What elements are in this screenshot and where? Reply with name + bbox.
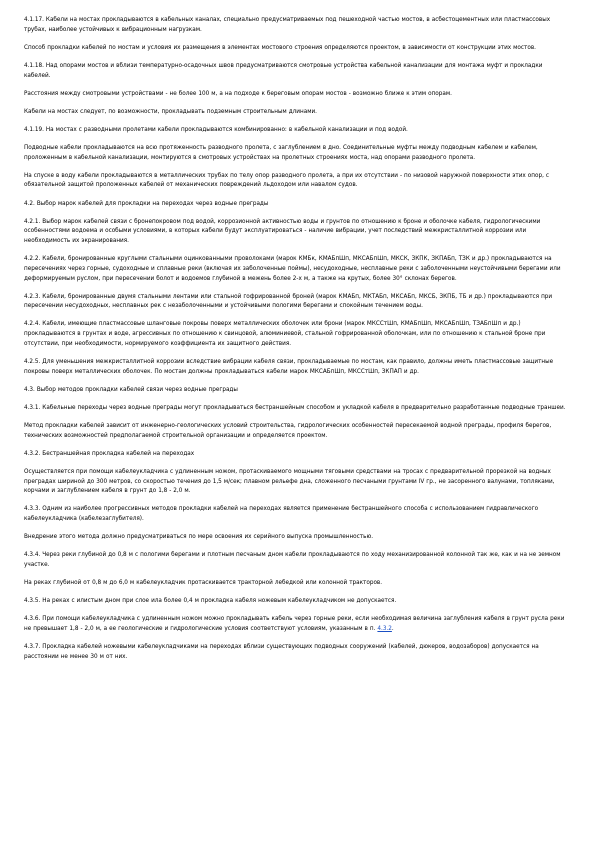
paragraph-bridge-cable-lengths: Кабели на мостах следует, по возможности, прокладывать подземным строительным длинами.: [24, 108, 317, 115]
paragraph-4-2-1: 4.2.1. Выбор марок кабелей связи с бронепокровом под водой, коррозионной активностью воды и грунтов по отношению к броне и оболочке кабеля, гидрологическими особенностями водоема и особыми условиями, в которых кабели будут эксплуатироваться - наличие вибрации, учет последствий межкристаллитной коррозии или необходимость их экранирования.: [24, 218, 541, 245]
paragraph-4-2-4: 4.2.4. Кабели, имеющие пластмассовые шланговые покровы поверх металлических оболочек или брони (марок МКССтШп, КМАБпШп, МКСАБпШп, ТЗАБпШп и др.) прокладываются в грунтах и воде, агрессивных по отношению к свинцовой, алюминиевой, стальной гофрированной оболочкам, или по отношению к стальной броне при отсутствии, при необходимости, нормируемого коэффициента их защитного действия.: [24, 321, 546, 347]
paragraph-4-2-5: 4.2.5. Для уменьшения межкристаллитной коррозии вследствие вибрации кабеля связи, прокладываемые по мостам, как правило, должны иметь пластмассовые защитные покровы поверх металлических оболочек. По мостам должны прокладываться кабели марок МКСАБпШп, МКССтШп, ЗКПАП и др.: [24, 358, 554, 375]
paragraph-laying-method: Метод прокладки кабелей зависит от инженерно-геологических условий строительства, гидрологических особенностей пересекаемой водной преграды, профиля берегов, технических возможностей предполагаемой строительной организации и определяется проектом.: [24, 422, 552, 439]
paragraph-4-3-3: 4.3.3. Одним из наиболее прогрессивных методов прокладки кабелей на переходах является применение бестраншейного способа с использованием гидравлического кабелеукладчика (кабелезаглубителя).: [24, 506, 539, 523]
paragraph-4-3-6: [24, 615, 571, 634]
paragraph-4-3-7: 4.3.7. Прокладка кабелей ножевыми кабелеукладчиками на переходах вблизи существующих подводных сооружений (кабелей, дюкеров, водозаборов) допускается на расстоянии не менее 30 м от них.: [24, 644, 539, 660]
paragraph-4-2-2: 4.2.2. Кабели, бронированные круглыми стальными оцинкованными проволоками (марок КМБк, КМАБпШп, МКСАБпШп, МКСК, ЗКПК, ЗКПАБп, ТЗК и др.) прокладываются на пересечениях через горные, судоходные и сплавные реки (включая их заболоченные поймы), несудоходные, несплавные реки с заболоченными неустойчивыми берегами или деформируемым руслом, при пересечении болот и водоемов глубиной в межень более 2-х м, а также на крутых, более 30° склонах берегов.: [24, 256, 561, 282]
paragraph-4-1-18: 4.1.18. Над опорами мостов и вблизи температурно-осадочных швов предусматриваются смотровые устройства кабельной канализации для монтажа муфт и прокладки кабелей.: [24, 62, 543, 79]
paragraph-4-3-5: 4.3.5. На реках с илистым дном при слое ила более 0,4 м прокладка кабеля ножевым кабелеукладчиком не допускается.: [24, 598, 397, 605]
section-heading-4-2: 4.2. Выбор марок кабелей для прокладки на переходах через водные преграды: [24, 200, 269, 207]
paragraph-method-adoption: Внедрение этого метода должно предусматриваться по мере освоения их серийного выпуска промышленностью.: [24, 534, 374, 541]
section-heading-4-3-2: 4.3.2. Бестраншейная прокладка кабелей на переходах: [24, 450, 195, 457]
paragraph-4-2-3: 4.2.3. Кабели, бронированные двумя стальными лентами или стальной гофрированной броней (марок КМАБп, МКТАБп, МКСАБп, МКСБ, ЗКПБ, ТБ и др.) прокладываются при пересечении несудоходных, несплавных рек с незаболоченными и устойчивыми пологими берегами и спокойным течением воды.: [24, 293, 553, 310]
paragraph-4-1-17: 4.1.17. Кабели на мостах прокладываются в кабельных каналах, специально предусматриваемых под пешеходной частью мостов, в асбестоцементных или пластмассовых трубах, наиболее устойчивых к вибрационным нагрузкам.: [24, 17, 551, 33]
paragraph-bridge-method: Способ прокладки кабелей по мостам и условия их размещения в элементах мостового строения определяются проектом, в зависимости от конструкции этих мостов.: [24, 44, 536, 51]
paragraph-4-3-4: 4.3.4. Через реки глубиной до 0,8 м с пологими берегами и плотным песчаным дном кабели прокладываются по ходу механизированной колонной так же, как и на не земном участке.: [24, 552, 561, 568]
reference-link-4-3-2[interactable]: 4.3.2: [377, 625, 392, 632]
paragraph-descent-into-water: На спуске в воду кабели прокладываются в металлических трубах по телу опор разводного пролета, а при их отсутствии - по низовой наружной поверхности этих опор, с обязательной защитой проложенных кабелей от механических повреждений льдоходом или навалом судов.: [24, 172, 550, 189]
paragraph-underwater-cables: Подводные кабели прокладываются на всю протяженность разводного пролета, с заглублением в дно. Соединительные муфты между подводным кабелем и кабелем, проложенным в кабельной канализации, монтируются в смотровых устройствах на пролетных строениях моста, над опорами разводного пролета.: [24, 144, 538, 161]
paragraph-4-3-1: 4.3.1. Кабельные переходы через водные преграды могут прокладываться бестраншейным способом и укладкой кабеля в предварительно разработанные подводные траншеи.: [24, 404, 566, 411]
paragraph-4-3-6-text: 4.3.6. При помощи кабелеукладчика с удлиненным ножом можно прокладывать кабель через горные реки, если необходимая величина заглубления кабеля в грунт русла реки не превышает 1,8 - 2,0 м, а ее геологические и гидрологические условия соответствуют условиям, указанным в п.: [24, 616, 565, 632]
section-heading-4-3: 4.3. Выбор методов прокладки кабелей связи через водные преграды: [24, 386, 238, 393]
paragraph-4-3-6-end: .: [391, 625, 394, 632]
paragraph-river-depth: На реках глубиной от 0,8 м до 6,0 м кабелеукладчик протаскивается тракторной лебедкой или колонной тракторов.: [24, 580, 383, 587]
paragraph-inspection-distance: Расстояния между смотровыми устройствами - не более 100 м, а на подходе к береговым опорам мостов - возможно ближе к этим опорам.: [24, 90, 452, 97]
paragraph-trenchless-procedure: Осуществляется при помощи кабелеукладчика с удлиненным ножом, протаскиваемого мощными тяговыми средствами на тросах с предварительной прорезкой на водных преградах шириной до 300 метров, со скоростью течения до 1,5 м/сек; плавном рельефе дна, сложенного песчаными грунтами IV гр., не засоренного валунами, топляками, корчами и заглублением кабеля в грунт до 1,8 - 2,0 м.: [24, 468, 555, 495]
paragraph-4-1-19: 4.1.19. На мостах с разводными пролетами кабели прокладываются комбинированно: в кабельной канализации и под водой.: [24, 126, 408, 133]
